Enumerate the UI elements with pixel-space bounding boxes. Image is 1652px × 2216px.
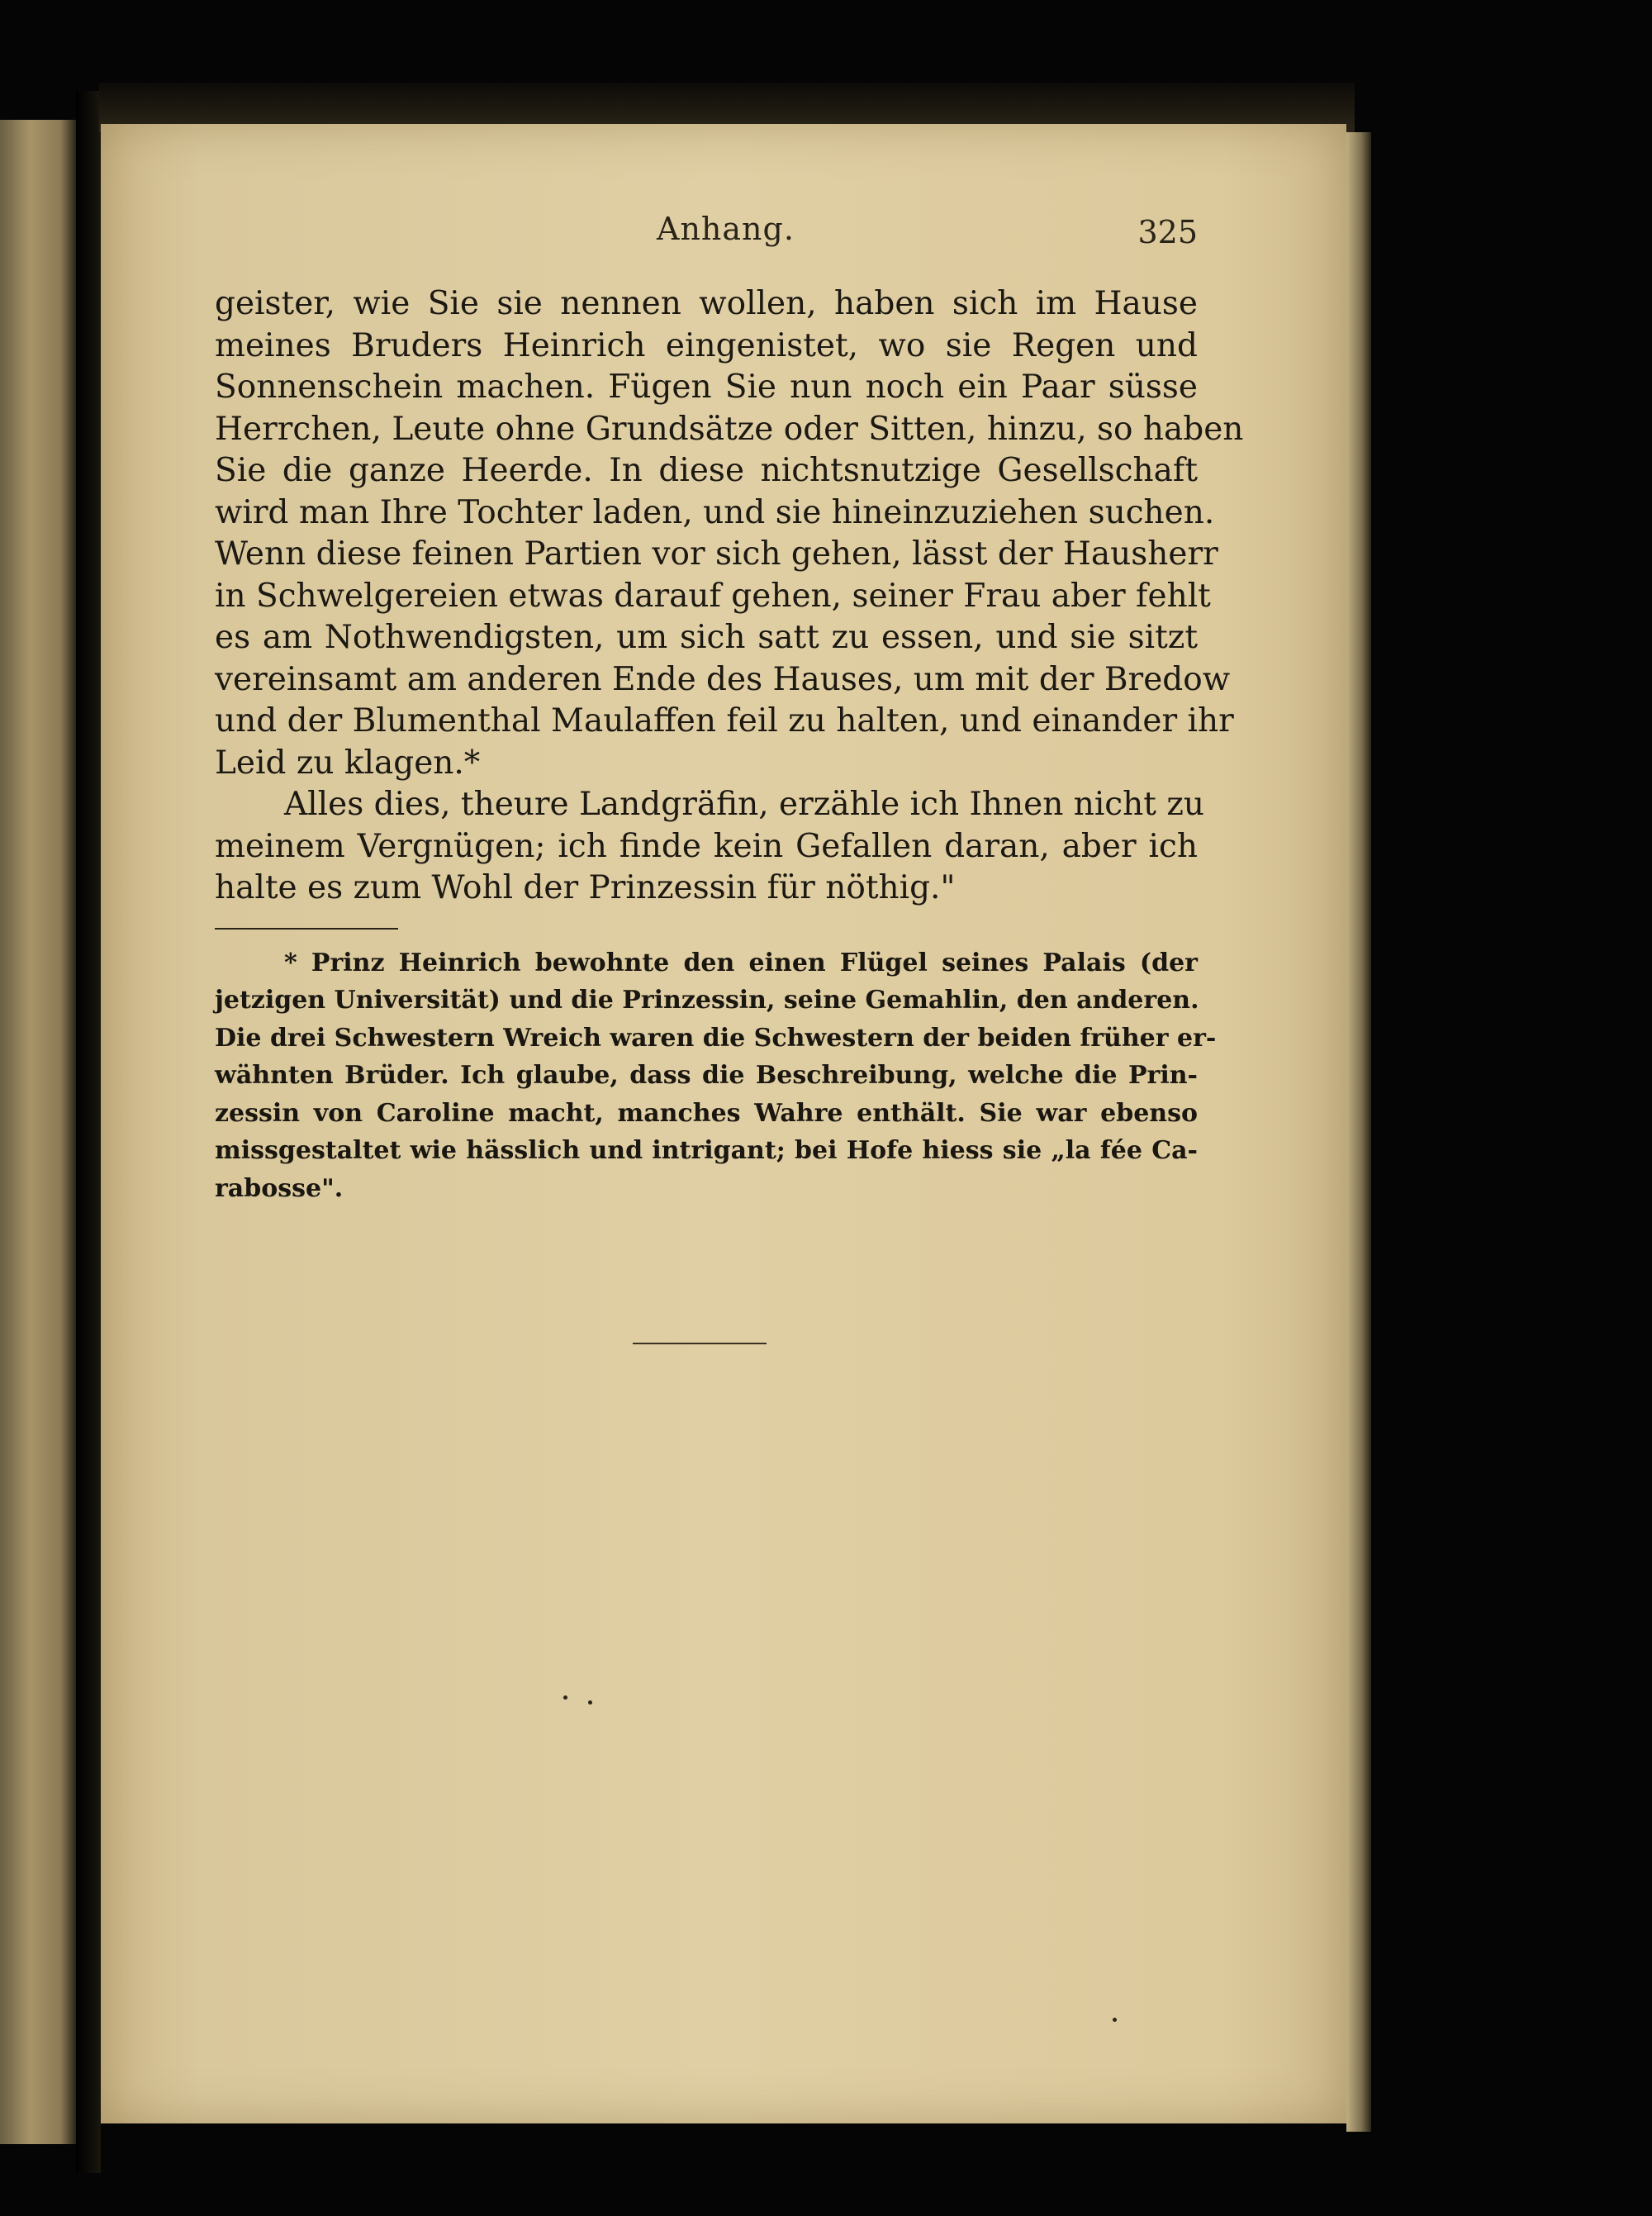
text-line: und der Blumenthal Maulaffen feil zu halten, und einander ihr [215, 702, 1234, 739]
main-text [215, 283, 1244, 1207]
footnote-line: missgestaltet wie hässlich und intrigant; bei Hofe hiess sie „la fée Ca- [215, 1136, 1198, 1165]
page-header [215, 211, 1198, 260]
show-through-text [206, 1165, 1206, 1975]
footnote-line: rabosse". [215, 1173, 344, 1203]
text-line: in Schwelgereien etwas darauf gehen, seiner Frau aber fehlt [215, 577, 1211, 615]
text-line: meinem Vergnügen; ich finde kein Gefallen daran, aber ich [215, 827, 1198, 865]
section-end-rule [633, 1343, 767, 1344]
text-line: Leid zu klagen.* [215, 744, 481, 782]
footnote-line: * Prinz Heinrich bewohnte den einen Flügel seines Palais (der [284, 948, 1198, 977]
text-line: wird man Ihre Tochter laden, und sie hineinzuziehen suchen. [215, 493, 1215, 531]
text-line: halte es zum Wohl der Prinzessin für nöthig." [215, 869, 956, 906]
running-head: Anhang. [657, 211, 795, 247]
text-line: Wenn diese feinen Partien vor sich gehen, lässt der Hausherr [215, 535, 1218, 573]
footnote-line: jetzigen Universität) und die Prinzessin, seine Gemahlin, den anderen. [215, 986, 1199, 1015]
ink-speck [563, 1695, 567, 1700]
footnote-line: wähnten Brüder. Ich glaube, dass die Beschreibung, welche die Prin- [215, 1061, 1198, 1090]
text-line: Sonnenschein machen. Fügen Sie nun noch ein Paar süsse [215, 369, 1198, 406]
book-gutter [76, 91, 101, 2173]
ink-speck [588, 1700, 592, 1705]
text-line: geister, wie Sie sie nennen wollen, haben sich im Hause [215, 285, 1198, 322]
footnote-separator [215, 928, 398, 930]
text-line: es am Nothwendigsten, um sich satt zu essen, und sie sitzt [215, 619, 1198, 656]
footnote-line: Die drei Schwestern Wreich waren die Schwestern der beiden früher er- [215, 1023, 1217, 1053]
footnote [215, 944, 1217, 1208]
footnote-line: zessin von Caroline macht, manches Wahre enthält. Sie war ebenso [215, 1098, 1198, 1128]
text-line: vereinsamt am anderen Ende des Hauses, um mit der Bredow [215, 660, 1231, 698]
text-line: Sie die ganze Heerde. In diese nichtsnutzige Gesellschaft [215, 452, 1198, 489]
text-line: Herrchen, Leute ohne Grundsätze oder Sitten, hinzu, so haben [215, 410, 1244, 448]
page-fore-edge [1346, 132, 1371, 2132]
text-line: meines Bruders Heinrich eingenistet, wo sie Regen und [215, 326, 1198, 364]
page-number: 325 [1137, 214, 1198, 250]
ink-speck [1113, 2018, 1117, 2022]
text-line: Alles dies, theure Landgräfin, erzähle ich Ihnen nicht zu [284, 786, 1204, 823]
left-page-edge [0, 120, 76, 2144]
